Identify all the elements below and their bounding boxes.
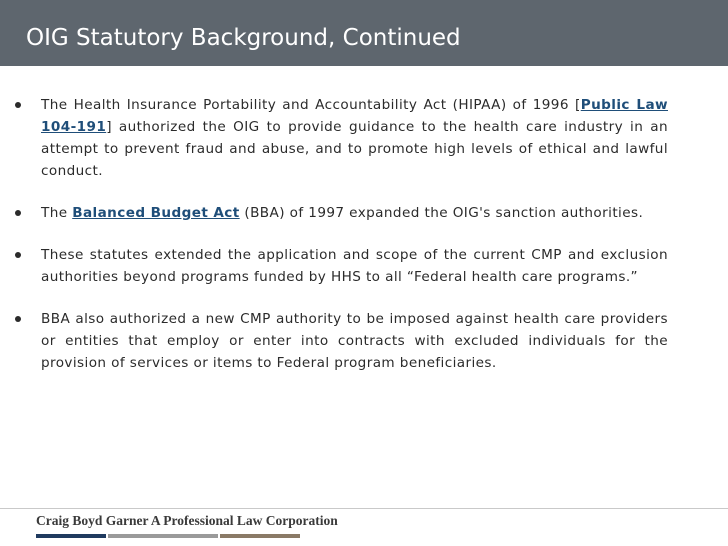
bullet-dot-icon (15, 316, 21, 322)
footer-swatch-gray (108, 534, 218, 538)
bullet-text: The (41, 205, 73, 221)
bullet-text: (BBA) of 1997 expanded the OIG's sanction authorities. (239, 205, 644, 221)
footer-divider (0, 508, 728, 509)
bullet-item-bba (14, 202, 668, 224)
bullet-dot-icon (15, 102, 21, 108)
bullet-dot-icon (15, 210, 21, 216)
bullet-item-cmp-authority (14, 308, 668, 374)
bullet-text: These statutes extended the application and scope of the current CMP and exclusion authorities beyond programs funded by HHS to all “Federal health care programs.” (41, 247, 668, 285)
balanced-budget-act-link[interactable]: Balanced Budget Act (72, 205, 240, 221)
slide-title: OIG Statutory Background, Continued (26, 25, 461, 51)
bullet-text: ] authorized the OIG to provide guidance to the health care industry in an attempt to prevent fraud and abuse, and to promote high levels of ethical and lawful conduct. (41, 119, 668, 179)
bullet-text: The Health Insurance Portability and Accountability Act (HIPAA) of 1996 [ (41, 97, 581, 113)
footer-swatch-brown (220, 534, 300, 538)
bullet-list (14, 94, 668, 394)
bullet-item-hipaa (14, 94, 668, 182)
title-bar (0, 0, 728, 66)
bullet-item-statutes (14, 244, 668, 288)
public-law-link[interactable]: Public Law 104-191 (41, 97, 668, 135)
footer-swatch-navy (36, 534, 106, 538)
bullet-text: BBA also authorized a new CMP authority to be imposed against health care providers or entities that employ or enter into contracts with excluded individuals for the provision of services or items to Federal program beneficiaries. (41, 311, 668, 371)
bullet-dot-icon (15, 252, 21, 258)
footer-color-bar (36, 534, 306, 538)
firm-name: Craig Boyd Garner A Professional Law Corporation (36, 513, 338, 528)
